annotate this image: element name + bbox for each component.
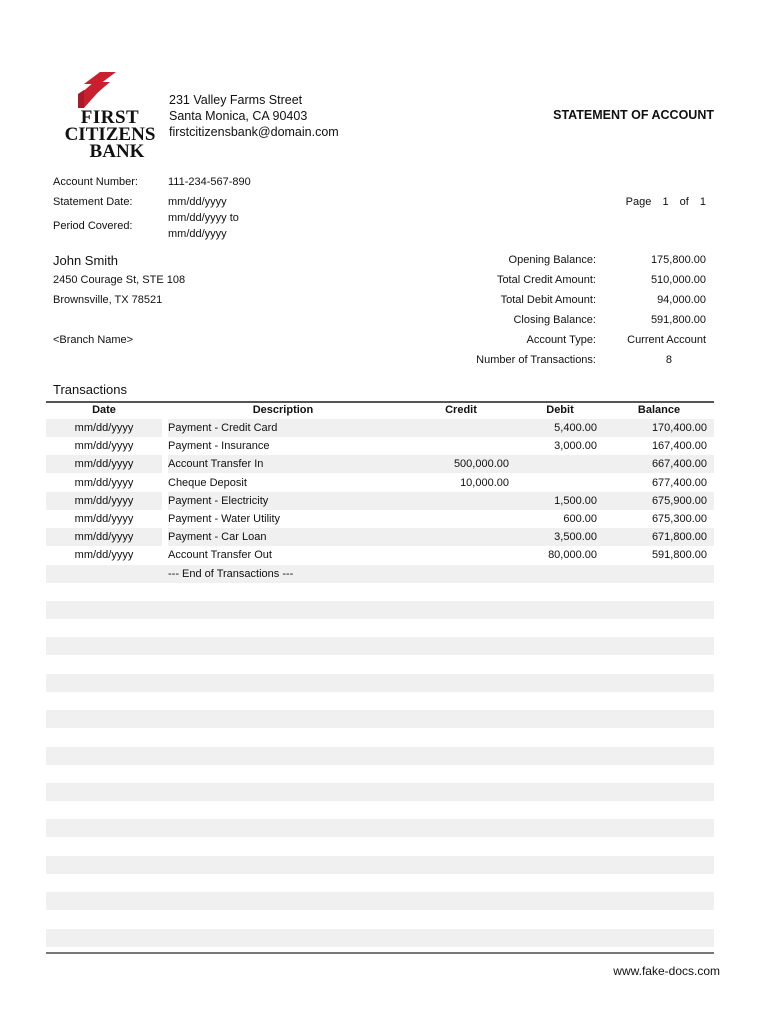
col-header-date: Date bbox=[92, 404, 116, 416]
table-row bbox=[46, 474, 714, 492]
summary-label-opening: Opening Balance: bbox=[508, 254, 596, 266]
bank-logo-mark bbox=[60, 70, 160, 110]
table-bottom-rule bbox=[46, 952, 714, 954]
cell-description: Payment - Credit Card bbox=[168, 422, 278, 434]
cell-credit: 10,000.00 bbox=[460, 476, 509, 489]
empty-row bbox=[46, 892, 714, 910]
cell-date: mm/dd/yyyy bbox=[74, 476, 134, 489]
cell-description: Payment - Car Loan bbox=[168, 531, 267, 544]
logo-line-1: FIRST bbox=[80, 107, 140, 128]
customer-name: John Smith bbox=[53, 253, 119, 268]
cell-date: mm/dd/yyyy bbox=[74, 458, 134, 471]
cell-balance: 671,800.00 bbox=[651, 531, 707, 544]
table-row bbox=[46, 437, 714, 455]
page-number: 1 bbox=[662, 196, 669, 208]
empty-row bbox=[46, 710, 714, 728]
summary-value-debit: 94,000.00 bbox=[657, 294, 706, 306]
table-header-rule bbox=[46, 401, 714, 403]
document-title: STATEMENT OF ACCOUNT bbox=[553, 108, 714, 122]
end-of-transactions-row bbox=[46, 565, 714, 583]
cell-debit: 600.00 bbox=[563, 513, 597, 525]
col-header-credit: Credit bbox=[445, 404, 477, 416]
statement-date-value: mm/dd/yyyy bbox=[168, 196, 227, 208]
cell-balance: 677,400.00 bbox=[651, 476, 707, 489]
empty-row bbox=[46, 801, 714, 819]
cell-description: Cheque Deposit bbox=[168, 476, 247, 489]
summary-label-closing: Closing Balance: bbox=[513, 314, 596, 326]
col-header-balance: Balance bbox=[637, 404, 681, 416]
cell-description: Payment - Electricity bbox=[168, 494, 269, 507]
cell-credit: 500,000.00 bbox=[453, 458, 509, 471]
statement-date-label: Statement Date: bbox=[53, 196, 133, 208]
bank-address-line1: 231 Valley Farms Street bbox=[169, 93, 303, 107]
cell-date: mm/dd/yyyy bbox=[74, 531, 134, 544]
table-row bbox=[46, 455, 714, 473]
page-of-label: of bbox=[679, 196, 689, 208]
table-row bbox=[46, 510, 714, 528]
cell-debit: 1,500.00 bbox=[554, 494, 597, 507]
summary-label-account-type: Account Type: bbox=[526, 334, 596, 346]
empty-row bbox=[46, 765, 714, 783]
bank-email: firstcitizensbank@domain.com bbox=[169, 125, 339, 139]
cell-date: mm/dd/yyyy bbox=[74, 549, 134, 562]
summary-label-transactions: Number of Transactions: bbox=[476, 354, 596, 366]
cell-balance: 675,300.00 bbox=[651, 513, 707, 525]
empty-row bbox=[46, 856, 714, 874]
transactions-title: Transactions bbox=[53, 382, 127, 397]
cell-balance: 591,800.00 bbox=[651, 549, 707, 562]
empty-row bbox=[46, 874, 714, 892]
summary-value-closing: 591,800.00 bbox=[650, 314, 706, 326]
customer-address-line1: 2450 Courage St, STE 108 bbox=[53, 274, 186, 286]
col-header-debit: Debit bbox=[546, 404, 574, 416]
page-label: Page bbox=[625, 196, 652, 208]
cell-date: mm/dd/yyyy bbox=[74, 513, 134, 525]
cell-description: Account Transfer Out bbox=[168, 549, 272, 562]
cell-description: Payment - Insurance bbox=[168, 440, 270, 453]
cell-date: mm/dd/yyyy bbox=[74, 494, 134, 507]
empty-row bbox=[46, 747, 714, 765]
empty-row bbox=[46, 819, 714, 837]
cell-balance: 667,400.00 bbox=[651, 458, 707, 471]
logo-line-2: CITIZENS bbox=[64, 124, 156, 145]
cell-date: mm/dd/yyyy bbox=[74, 422, 134, 434]
cell-date: mm/dd/yyyy bbox=[74, 440, 134, 453]
cell-balance: 675,900.00 bbox=[651, 494, 707, 507]
bank-address bbox=[169, 92, 339, 140]
col-header-description: Description bbox=[252, 404, 314, 416]
cell-debit: 3,000.00 bbox=[554, 440, 597, 453]
cell-description: Account Transfer In bbox=[168, 458, 264, 471]
summary-value-account-type: Current Account bbox=[627, 334, 706, 346]
customer-address-line2: Brownsville, TX 78521 bbox=[53, 294, 163, 306]
empty-row bbox=[46, 656, 714, 674]
summary-label-debit: Total Debit Amount: bbox=[500, 294, 596, 306]
empty-row bbox=[46, 637, 714, 655]
bank-logo bbox=[60, 70, 160, 162]
empty-row bbox=[46, 929, 714, 947]
cell-description: Payment - Water Utility bbox=[168, 513, 281, 525]
empty-row bbox=[46, 838, 714, 856]
summary-value-credit: 510,000.00 bbox=[650, 274, 706, 286]
summary-value-transactions: 8 bbox=[665, 354, 672, 366]
logo-line-3: BANK bbox=[89, 141, 145, 162]
end-of-transactions: --- End of Transactions --- bbox=[168, 567, 294, 580]
empty-row bbox=[46, 583, 714, 601]
table-row bbox=[46, 419, 714, 437]
summary-label-credit: Total Credit Amount: bbox=[496, 274, 596, 286]
account-number-label: Account Number: bbox=[53, 176, 138, 188]
cell-debit: 3,500.00 bbox=[554, 531, 597, 544]
cell-balance: 167,400.00 bbox=[651, 440, 707, 453]
period-line1: mm/dd/yyyy to bbox=[168, 212, 239, 224]
summary-value-opening: 175,800.00 bbox=[650, 254, 706, 266]
cell-balance: 170,400.00 bbox=[651, 422, 707, 434]
cell-debit: 5,400.00 bbox=[554, 422, 597, 434]
table-header bbox=[46, 404, 714, 418]
table-row bbox=[46, 528, 714, 546]
period-line2: mm/dd/yyyy bbox=[168, 228, 227, 240]
empty-row bbox=[46, 692, 714, 710]
empty-row bbox=[46, 910, 714, 928]
footer-website: www.fake-docs.com bbox=[613, 964, 720, 978]
cell-debit: 80,000.00 bbox=[548, 549, 597, 562]
empty-row bbox=[46, 619, 714, 637]
page-info bbox=[618, 196, 706, 208]
bank-address-line2: Santa Monica, CA 90403 bbox=[169, 109, 308, 123]
table-row bbox=[46, 492, 714, 510]
empty-row bbox=[46, 783, 714, 801]
period-label: Period Covered: bbox=[53, 220, 133, 232]
table-row bbox=[46, 546, 714, 564]
empty-row bbox=[46, 674, 714, 692]
empty-row bbox=[46, 601, 714, 619]
branch-name: <Branch Name> bbox=[53, 334, 134, 346]
page-total: 1 bbox=[699, 196, 706, 208]
empty-row bbox=[46, 728, 714, 746]
account-number-value: 111-234-567-890 bbox=[168, 176, 251, 188]
